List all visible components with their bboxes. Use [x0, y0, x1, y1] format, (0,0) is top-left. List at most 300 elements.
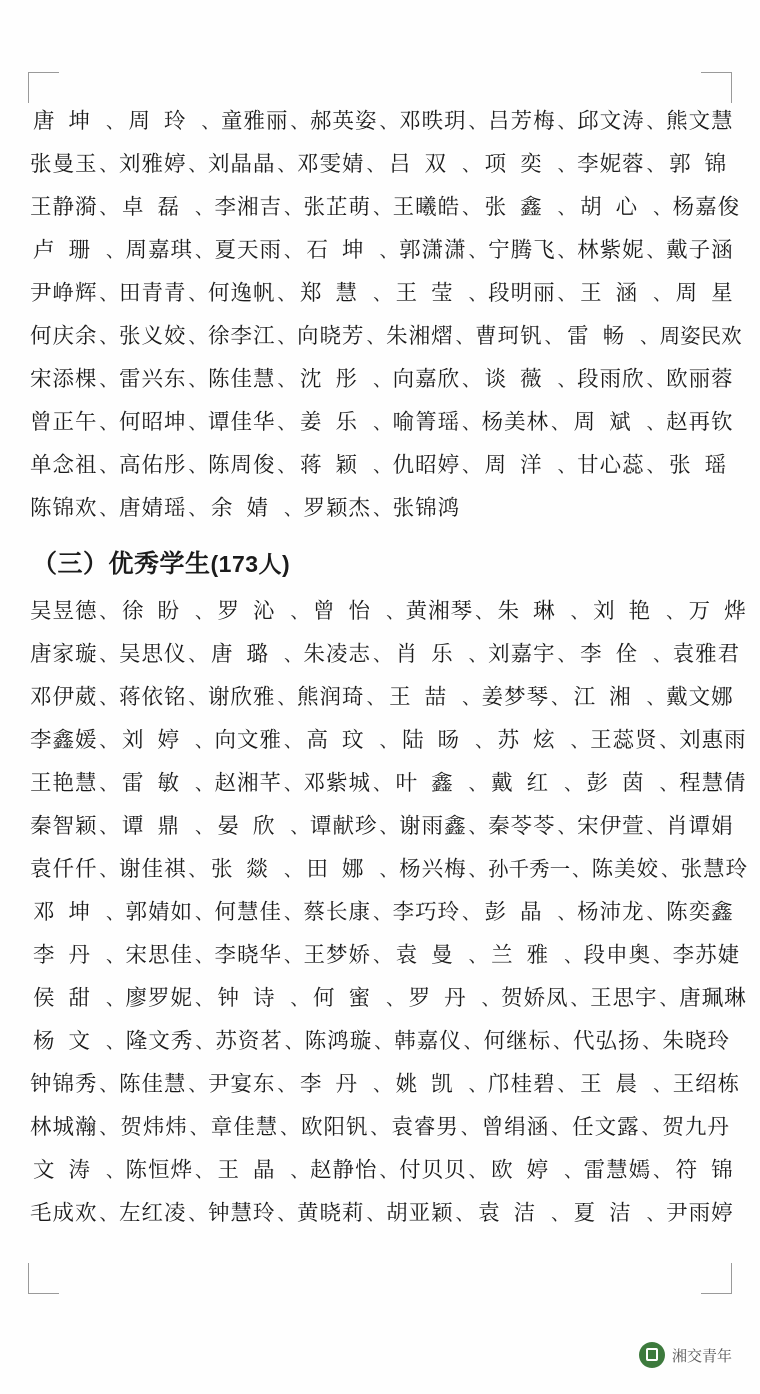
person-name: 刘晶晶 、: [208, 152, 297, 176]
name-separator: 、: [551, 1118, 570, 1138]
name-separator: 、: [373, 946, 392, 966]
name-separator: 、: [290, 817, 310, 837]
person-name: 沈彤 、: [300, 367, 392, 391]
person-name: 杨嘉俊: [672, 195, 741, 219]
person-name: 何慧佳 、: [214, 900, 303, 924]
crop-mark-top-right: [701, 72, 732, 103]
person-name: 姜乐 、: [300, 410, 392, 434]
name-separator: 、: [290, 602, 310, 622]
person-name: 邓紫城 、: [303, 771, 392, 795]
name-separator: 、: [195, 817, 214, 837]
name-separator: 、: [189, 1118, 209, 1138]
name-separator: 、: [468, 817, 488, 837]
person-name: 肖乐 、: [395, 642, 488, 666]
person-name: 雷慧嫣 、: [583, 1158, 672, 1182]
name-separator: 、: [99, 284, 119, 304]
person-name: 朱晓玲: [662, 1029, 730, 1053]
person-name: 王艳慧 、: [30, 771, 119, 795]
person-name: 袁睿男 、: [391, 1115, 480, 1139]
name-separator: 、: [366, 327, 386, 347]
person-name: 陈奕鑫: [666, 900, 734, 924]
name-separator: 、: [277, 370, 297, 390]
person-name: 段申奥 、: [583, 943, 672, 967]
person-name: 钟慧玲 、: [208, 1201, 297, 1225]
name-separator: 、: [195, 989, 214, 1009]
person-name: 李丹 、: [33, 943, 125, 967]
name-separator: 、: [661, 860, 680, 880]
name-separator: 、: [277, 688, 297, 708]
person-name: 张锦鸿: [392, 496, 461, 520]
name-separator: 、: [280, 1118, 299, 1138]
person-name: 戴文娜: [666, 685, 734, 709]
person-name: 陈周俊 、: [208, 453, 297, 477]
name-separator: 、: [373, 499, 392, 519]
person-name: 高玟 、: [306, 728, 399, 752]
name-separator: 、: [379, 860, 399, 880]
name-separator: 、: [570, 602, 590, 622]
name-separator: 、: [570, 731, 590, 751]
person-name: 李苏婕: [672, 943, 741, 967]
name-separator: 、: [646, 155, 666, 175]
name-separator: 、: [462, 903, 481, 923]
person-name: 欧阳钒 、: [301, 1115, 390, 1139]
person-name: 李晓华 、: [214, 943, 303, 967]
person-name: 杨文 、: [33, 1029, 125, 1053]
name-list-previous-section: [30, 100, 747, 530]
person-name: 何蜜 、: [313, 986, 405, 1010]
person-name: 谭鼎 、: [122, 814, 214, 838]
wechat-account-logo-icon: [639, 1342, 665, 1368]
person-name: 唐珮琳: [679, 986, 747, 1010]
person-name: 尹峥辉 、: [30, 281, 119, 305]
person-name: 徐盼 、: [122, 599, 214, 623]
name-separator: 、: [653, 1161, 672, 1181]
person-name: 王思宇 、: [590, 986, 679, 1010]
name-separator: 、: [106, 989, 125, 1009]
person-name: 李佺 、: [580, 642, 672, 666]
person-name: 唐家璇 、: [30, 642, 119, 666]
name-separator: 、: [195, 1032, 214, 1052]
person-name: 宁腾飞 、: [488, 238, 577, 262]
name-separator: 、: [373, 198, 392, 218]
person-name: 文涛 、: [33, 1158, 125, 1182]
person-name: 谭献珍 、: [310, 814, 399, 838]
name-row: [30, 805, 734, 848]
name-separator: 、: [455, 1204, 475, 1224]
person-name: 赵湘芊 、: [214, 771, 303, 795]
name-separator: 、: [188, 456, 208, 476]
name-separator: 、: [188, 413, 208, 433]
name-separator: 、: [373, 903, 392, 923]
name-separator: 、: [99, 370, 119, 390]
person-name: 何逸帆 、: [208, 281, 297, 305]
name-separator: 、: [106, 112, 125, 132]
name-separator: 、: [188, 327, 208, 347]
person-name: 段雨欣 、: [577, 367, 666, 391]
person-name: 夏天雨 、: [214, 238, 303, 262]
person-name: 毛成欢 、: [30, 1201, 119, 1225]
person-name: 项奕 、: [484, 152, 577, 176]
person-name: 张瑶: [669, 453, 741, 477]
person-name: 向晓芳 、: [297, 324, 386, 348]
name-row: [30, 719, 747, 762]
name-separator: 、: [284, 499, 303, 519]
name-separator: 、: [195, 241, 214, 261]
name-separator: 、: [99, 1204, 119, 1224]
name-separator: 、: [640, 327, 659, 347]
person-name: 晏欣 、: [217, 814, 310, 838]
name-separator: 、: [557, 903, 577, 923]
name-separator: 、: [277, 413, 297, 433]
name-separator: 、: [106, 1161, 125, 1181]
person-name: 谢佳祺 、: [119, 857, 208, 881]
person-name: 欧丽蓉: [666, 367, 734, 391]
person-name: 代弘扬 、: [573, 1029, 662, 1053]
person-name: 向文雅 、: [214, 728, 303, 752]
person-name: 郭锦: [669, 152, 741, 176]
person-name: 唐婧瑶 、: [119, 496, 208, 520]
name-row: [30, 358, 734, 401]
person-name: 雷畅 、: [567, 324, 659, 348]
person-name: 袁洁 、: [478, 1201, 570, 1225]
name-separator: 、: [468, 645, 488, 665]
name-separator: 、: [373, 413, 392, 433]
name-separator: 、: [570, 989, 590, 1009]
name-separator: 、: [277, 1204, 297, 1224]
person-name: 袁曼 、: [395, 943, 488, 967]
name-separator: 、: [653, 284, 672, 304]
person-name: 吴思仪 、: [119, 642, 208, 666]
person-name: 刘艳 、: [593, 599, 685, 623]
name-separator: 、: [373, 284, 392, 304]
name-separator: 、: [653, 198, 672, 218]
person-name: 邓昳玥 、: [399, 109, 488, 133]
person-name: 何庆余 、: [30, 324, 119, 348]
person-name: 林城瀚 、: [30, 1115, 119, 1139]
name-separator: 、: [646, 241, 666, 261]
name-separator: 、: [572, 860, 591, 880]
person-name: 郭潇潇 、: [399, 238, 488, 262]
person-name: 罗沁 、: [217, 599, 310, 623]
person-name: 罗颖杰 、: [303, 496, 392, 520]
crop-mark-bottom-left: [28, 1263, 59, 1294]
name-separator: 、: [284, 645, 303, 665]
person-name: 刘婷 、: [122, 728, 214, 752]
person-name: 蒋依铭 、: [119, 685, 208, 709]
name-separator: 、: [188, 860, 208, 880]
name-separator: 、: [646, 817, 666, 837]
name-separator: 、: [201, 112, 221, 132]
name-row: [30, 143, 741, 186]
name-row: [30, 762, 747, 805]
name-row: [30, 229, 734, 272]
name-separator: 、: [290, 989, 310, 1009]
person-name: 田娜 、: [306, 857, 399, 881]
person-name: 章佳慧 、: [210, 1115, 299, 1139]
name-separator: 、: [373, 645, 392, 665]
name-separator: 、: [106, 1032, 125, 1052]
person-name: 黄晓莉 、: [297, 1201, 386, 1225]
person-name: 蔡长康 、: [303, 900, 392, 924]
person-name: 左红凌 、: [119, 1201, 208, 1225]
name-separator: 、: [481, 989, 501, 1009]
name-separator: 、: [646, 112, 666, 132]
name-separator: 、: [564, 1161, 583, 1181]
name-separator: 、: [659, 989, 679, 1009]
person-name: 宋添棵 、: [30, 367, 119, 391]
person-name: 田青青 、: [119, 281, 208, 305]
person-name: 孙千秀一 、: [488, 859, 591, 881]
name-separator: 、: [277, 284, 297, 304]
person-name: 童雅丽 、: [221, 109, 310, 133]
name-separator: 、: [99, 413, 119, 433]
name-separator: 、: [641, 1118, 661, 1138]
document-content: [30, 100, 760, 1235]
person-name: 尹宴东 、: [208, 1072, 297, 1096]
name-separator: 、: [386, 989, 405, 1009]
section-heading-count: (173人): [210, 551, 291, 577]
person-name: 王晶 、: [217, 1158, 310, 1182]
name-separator: 、: [284, 731, 303, 751]
name-row: [30, 487, 730, 530]
name-separator: 、: [284, 903, 303, 923]
person-name: 王静漪 、: [30, 195, 119, 219]
name-separator: 、: [475, 731, 494, 751]
name-separator: 、: [366, 688, 386, 708]
name-separator: 、: [646, 413, 666, 433]
person-name: 尹雨婷: [666, 1201, 734, 1225]
name-separator: 、: [290, 1161, 310, 1181]
name-separator: 、: [386, 602, 405, 622]
person-name: 欧婷 、: [491, 1158, 583, 1182]
person-name: 曾正午 、: [30, 410, 119, 434]
person-name: 贺九丹: [662, 1115, 730, 1139]
person-name: 邓坤 、: [33, 900, 125, 924]
name-separator: 、: [284, 198, 303, 218]
person-name: 赵静怡 、: [310, 1158, 399, 1182]
person-name: 袁雅君: [672, 642, 741, 666]
name-separator: 、: [195, 198, 214, 218]
name-separator: 、: [455, 327, 475, 347]
person-name: 周姿民欢: [659, 326, 742, 348]
person-name: 卓磊 、: [122, 195, 214, 219]
name-separator: 、: [557, 112, 577, 132]
name-separator: 、: [99, 456, 119, 476]
person-name: 陆旸 、: [402, 728, 494, 752]
person-name: 邓雯婧 、: [297, 152, 386, 176]
person-name: 朱凌志 、: [303, 642, 392, 666]
person-name: 李湘吉 、: [214, 195, 303, 219]
name-separator: 、: [284, 860, 303, 880]
section-heading-label: （三）优秀学生: [32, 550, 211, 578]
name-separator: 、: [551, 1204, 570, 1224]
person-name: 王蕊贤 、: [590, 728, 679, 752]
person-name: 宋思佳 、: [125, 943, 214, 967]
person-name: 万烨: [688, 599, 760, 623]
person-name: 吕双 、: [389, 152, 481, 176]
name-separator: 、: [373, 456, 392, 476]
name-separator: 、: [642, 1032, 662, 1052]
name-separator: 、: [99, 198, 119, 218]
person-name: 赵再钦: [666, 410, 734, 434]
person-name: 陈美姣 、: [591, 857, 680, 881]
person-name: 张曼玉 、: [30, 152, 119, 176]
name-separator: 、: [462, 413, 481, 433]
person-name: 吕芳梅 、: [488, 109, 577, 133]
person-name: 任文露 、: [572, 1115, 661, 1139]
person-name: 段明丽 、: [488, 281, 577, 305]
name-row: [30, 1063, 741, 1106]
name-separator: 、: [188, 1075, 208, 1095]
name-separator: 、: [463, 1032, 483, 1052]
name-separator: 、: [99, 155, 119, 175]
person-name: 胡心 、: [580, 195, 672, 219]
name-separator: 、: [557, 198, 577, 218]
name-separator: 、: [188, 370, 208, 390]
name-separator: 、: [188, 155, 208, 175]
name-separator: 、: [379, 731, 399, 751]
person-name: 周洋 、: [484, 453, 577, 477]
person-name: 叶鑫 、: [395, 771, 488, 795]
person-name: 兰雅 、: [491, 943, 583, 967]
person-name: 廖罗妮 、: [125, 986, 214, 1010]
name-separator: 、: [366, 155, 386, 175]
name-row: [30, 100, 734, 143]
person-name: 石坤 、: [306, 238, 399, 262]
person-name: 张燚 、: [211, 857, 303, 881]
person-name: 杨沛龙 、: [577, 900, 666, 924]
person-name: 林紫妮 、: [577, 238, 666, 262]
person-name: 秦苓苓 、: [488, 814, 577, 838]
name-separator: 、: [468, 860, 488, 880]
person-name: 何昭坤 、: [119, 410, 208, 434]
crop-mark-bottom-right: [701, 1263, 732, 1294]
name-separator: 、: [468, 241, 488, 261]
name-row: [30, 590, 760, 633]
person-name: 钟锦秀 、: [30, 1072, 119, 1096]
name-separator: 、: [468, 946, 488, 966]
person-name: 雷兴东 、: [119, 367, 208, 391]
name-separator: 、: [646, 456, 666, 476]
name-separator: 、: [557, 1075, 577, 1095]
name-separator: 、: [106, 241, 125, 261]
person-name: 吴昱德 、: [30, 599, 119, 623]
person-name: 王喆 、: [389, 685, 481, 709]
person-name: 贺炜炜 、: [120, 1115, 209, 1139]
footer-account: [639, 1342, 732, 1368]
person-name: 王曦皓 、: [392, 195, 481, 219]
name-separator: 、: [373, 1075, 392, 1095]
name-separator: 、: [666, 602, 685, 622]
name-row: [30, 977, 747, 1020]
name-separator: 、: [284, 1032, 304, 1052]
name-separator: 、: [557, 645, 577, 665]
person-name: 付贝贝 、: [399, 1158, 488, 1182]
person-name: 隆文秀 、: [125, 1029, 214, 1053]
name-separator: 、: [646, 370, 666, 390]
person-name: 高佑彤 、: [119, 453, 208, 477]
name-separator: 、: [99, 499, 119, 519]
name-separator: 、: [277, 327, 297, 347]
name-separator: 、: [653, 645, 672, 665]
person-name: 王涵 、: [580, 281, 672, 305]
name-separator: 、: [462, 155, 481, 175]
person-name: 周嘉琪 、: [125, 238, 214, 262]
name-separator: 、: [284, 774, 303, 794]
name-separator: 、: [379, 241, 399, 261]
person-name: 王梦娇 、: [303, 943, 392, 967]
name-separator: 、: [106, 946, 125, 966]
name-separator: 、: [99, 688, 119, 708]
name-separator: 、: [99, 731, 119, 751]
name-separator: 、: [551, 413, 570, 433]
name-row: [30, 676, 734, 719]
name-separator: 、: [468, 112, 488, 132]
name-separator: 、: [373, 370, 392, 390]
name-separator: 、: [99, 602, 119, 622]
name-row: [30, 1020, 730, 1063]
person-name: 宋伊萱 、: [577, 814, 666, 838]
person-name: 李鑫媛 、: [30, 728, 119, 752]
person-name: 罗丹 、: [408, 986, 501, 1010]
name-separator: 、: [462, 370, 481, 390]
name-separator: 、: [373, 774, 392, 794]
person-name: 朱琳 、: [497, 599, 590, 623]
name-separator: 、: [468, 1075, 488, 1095]
person-name: 徐李江 、: [208, 324, 297, 348]
name-separator: 、: [370, 1118, 390, 1138]
person-name: 夏洁 、: [573, 1201, 666, 1225]
name-separator: 、: [188, 284, 208, 304]
name-separator: 、: [468, 774, 488, 794]
person-name: 邝桂碧 、: [488, 1072, 577, 1096]
name-row: [30, 315, 742, 358]
person-name: 钟诗 、: [217, 986, 310, 1010]
person-name: 刘雅婷 、: [119, 152, 208, 176]
name-separator: 、: [557, 456, 577, 476]
person-name: 戴子涵: [666, 238, 734, 262]
person-name: 苏炫 、: [497, 728, 590, 752]
name-separator: 、: [284, 946, 303, 966]
name-row: [30, 934, 741, 977]
person-name: 邓伊葳 、: [30, 685, 119, 709]
person-name: 郑慧 、: [300, 281, 392, 305]
person-name: 谢欣雅 、: [208, 685, 297, 709]
name-list-outstanding-students: [30, 590, 760, 1235]
name-separator: 、: [653, 1075, 672, 1095]
person-name: 雷敏 、: [122, 771, 214, 795]
person-name: 唐璐 、: [211, 642, 303, 666]
name-separator: 、: [188, 645, 208, 665]
name-separator: 、: [366, 1204, 386, 1224]
person-name: 李妮蓉 、: [577, 152, 666, 176]
name-separator: 、: [551, 688, 570, 708]
person-name: 陈恒烨 、: [125, 1158, 214, 1182]
name-separator: 、: [557, 155, 577, 175]
name-separator: 、: [475, 602, 494, 622]
person-name: 曾怡 、: [313, 599, 405, 623]
person-name: 符锦: [675, 1158, 747, 1182]
name-separator: 、: [557, 817, 577, 837]
name-separator: 、: [195, 1161, 214, 1181]
person-name: 喻箐瑶 、: [392, 410, 481, 434]
person-name: 杨兴梅 、: [399, 857, 488, 881]
name-separator: 、: [460, 1118, 480, 1138]
name-separator: 、: [99, 645, 119, 665]
name-separator: 、: [659, 774, 679, 794]
name-separator: 、: [646, 903, 666, 923]
name-separator: 、: [188, 1204, 208, 1224]
